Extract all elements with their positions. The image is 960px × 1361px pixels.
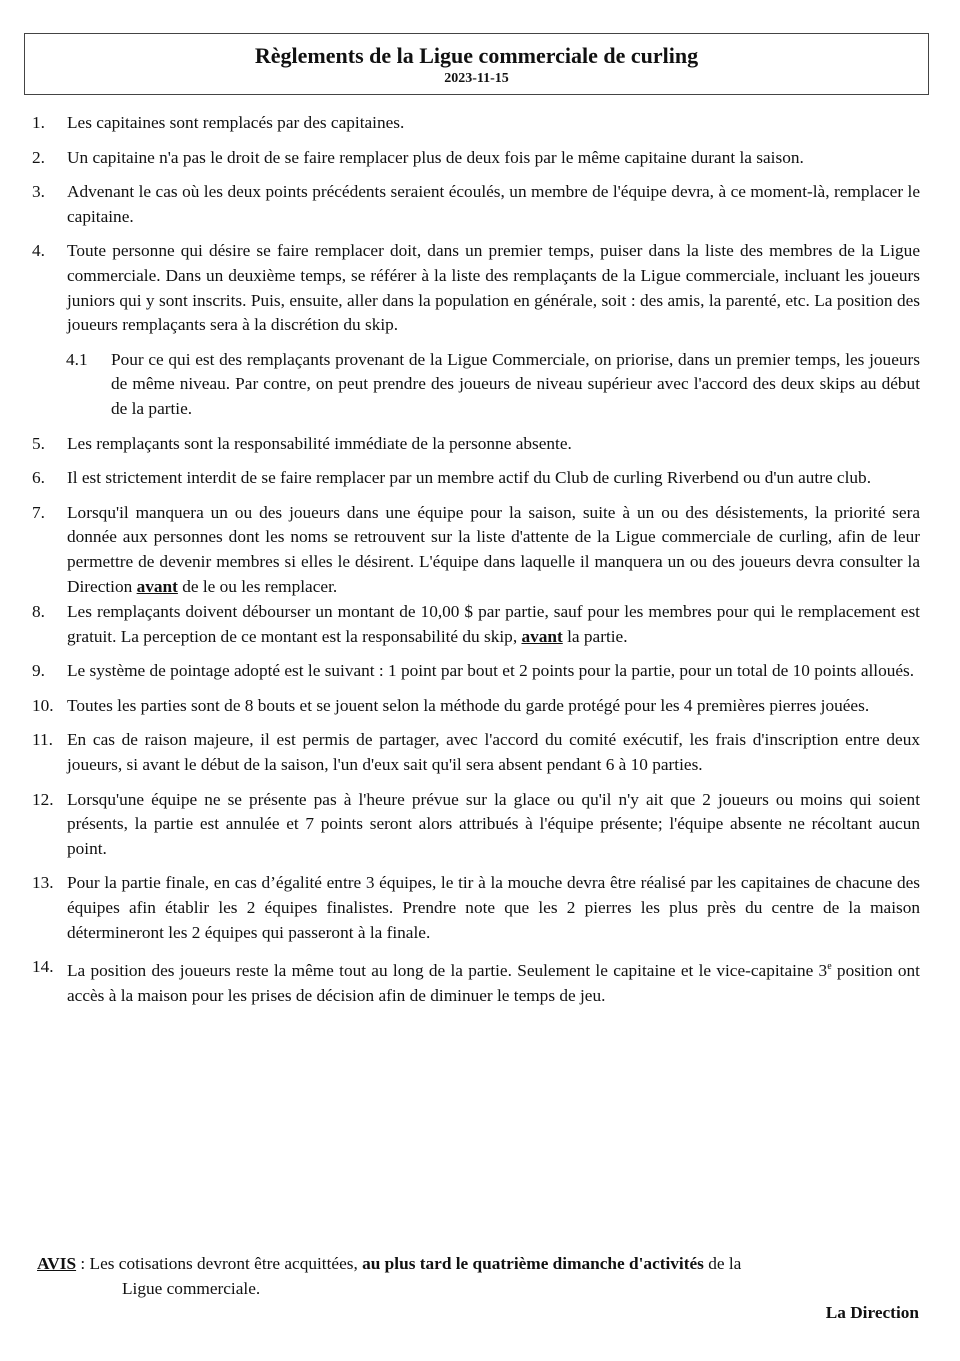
document-title: Règlements de la Ligue commerciale de curling xyxy=(254,43,699,68)
rule-number: 14. xyxy=(32,957,54,977)
emphasis-avant: avant xyxy=(136,576,178,596)
rule-item xyxy=(32,432,920,457)
document-date: 2023-11-15 xyxy=(444,71,509,86)
rule-number: 5. xyxy=(32,433,45,453)
rule-number: 7. xyxy=(32,502,45,522)
rule-number: 10. xyxy=(32,695,54,715)
rule-number: 2. xyxy=(32,147,45,167)
rule-text: Les capitaines sont remplacés par des capitaines. xyxy=(67,113,405,132)
rule-text: Les remplaçants doivent débourser un montant de 10,00 $ par partie, sauf pour les membres pour qui le remplacement est gratuit. La perception de ce montant est la responsabilité du skip, avant la partie. xyxy=(67,602,920,646)
rule-number: 4. xyxy=(32,241,45,261)
rule-text: Les remplaçants sont la responsabilité immédiate de la personne absente. xyxy=(67,433,572,453)
rules-list xyxy=(32,111,920,1018)
notice: AVIS : Les cotisations devront être acquittées, au plus tard le quatrième dimanche d'activités de la Ligue commerciale. xyxy=(37,1254,742,1298)
rule-item xyxy=(32,871,920,945)
rule-text: Pour la partie finale, en cas d’égalité entre 3 équipes, le tir à la mouche devra être réalisé par les capitaines de chacune des équipes afin établir les 2 équipes finalistes. Prendre note que les 2 pierres les plus près du centre de la maison détermineront les 2 équipes qui passeront à la finale. xyxy=(67,873,920,942)
rule-item xyxy=(32,600,920,649)
rule-item xyxy=(32,111,920,136)
subrule-item xyxy=(66,348,920,422)
rule-number: 13. xyxy=(32,873,54,893)
rule-item xyxy=(32,955,920,1008)
rule-item xyxy=(32,788,920,862)
subrule-number: 4.1 xyxy=(66,349,88,369)
document-header xyxy=(24,33,929,95)
notice-deadline: au plus tard le quatrième dimanche d'activités xyxy=(362,1254,704,1273)
rule-number: 9. xyxy=(32,661,45,681)
rule-text: Le système de pointage adopté est le suivant : 1 point par bout et 2 points pour la partie, pour un total de 10 points alloués. xyxy=(67,661,915,681)
notice-label: AVIS xyxy=(37,1254,77,1273)
rule-number: 6. xyxy=(32,468,45,488)
rule-item xyxy=(32,146,920,171)
rule-item xyxy=(32,466,920,491)
rule-text: La position des joueurs reste la même tout au long de la partie. Seulement le capitaine et le vice-capitaine 3e position ont accès à la maison pour les prises de décision afin de diminuer le temps de jeu. xyxy=(67,960,920,1005)
rule-number: 8. xyxy=(32,602,45,622)
rule-text: Un capitaine n'a pas le droit de se faire remplacer plus de deux fois par le même capitaine durant la saison. xyxy=(67,147,804,167)
rule-item xyxy=(32,694,920,719)
rule-text: Advenant le cas où les deux points précédents seraient écoulés, un membre de l'équipe devra, à ce moment-là, remplacer le capitaine. xyxy=(67,182,920,226)
rule-text: Toutes les parties sont de 8 bouts et se jouent selon la méthode du garde protégé pour les 4 premières pierres jouées. xyxy=(67,695,870,715)
rule-text: Lorsqu'il manquera un ou des joueurs dans une équipe pour la saison, suite à un ou des désistements, la priorité sera donnée aux personnes dont les noms se retrouvent sur la liste d'attente de la Ligue commerciale de curling, afin de leur permettre de devenir membres si elles le désirent. L'équipe dans laquelle il manquera un ou des joueurs devra consulter la Direction avant de le ou les remplacer. xyxy=(67,502,920,596)
signature: La Direction xyxy=(825,1303,919,1322)
rule-text: Il est strictement interdit de se faire remplacer par un membre actif du Club de curling Riverbend ou d'un autre club. xyxy=(67,468,872,488)
rule-text: Lorsqu'une équipe ne se présente pas à l'heure prévue sur la glace ou qu'il n'y ait que 2 joueurs ou moins qui soient présents, la partie est annulée et 7 points seront alors attribués à l'équipe présente; l'équipe absente ne récoltant aucun point. xyxy=(67,789,920,858)
rule-number: 3. xyxy=(32,182,45,202)
emphasis-avant: avant xyxy=(521,626,563,646)
rule-number: 1. xyxy=(32,113,45,132)
subrule-text: Pour ce qui est des remplaçants provenant de la Ligue Commerciale, on priorise, dans un premier temps, les joueurs de même niveau. Par contre, on peut prendre des joueurs de niveau supérieur avec l'accord des deux skips au début de la partie. xyxy=(111,349,920,418)
rule-item xyxy=(32,659,920,684)
rule-text: En cas de raison majeure, il est permis de partager, avec l'accord du comité exécutif, les frais d'inscription entre deux joueurs, si avant le début de la saison, l'un d'eux sait qu'il sera absent pendant 6 à 10 parties. xyxy=(67,730,920,775)
rule-item xyxy=(32,239,920,337)
rule-number: 12. xyxy=(32,789,54,809)
rule-text: Toute personne qui désire se faire remplacer doit, dans un premier temps, puiser dans la liste des membres de la Ligue commerciale. Dans un deuxième temps, se référer à la liste des remplaçants de la Ligue commerciale, incluant les joueurs juniors qui y sont inscrits. Puis, ensuite, aller dans la population en générale, soit : des amis, la parenté, etc. La position des joueurs remplaçants sera à la discrétion du skip. xyxy=(67,241,920,335)
rule-item xyxy=(32,501,920,599)
rule-number: 11. xyxy=(32,730,53,750)
rule-item xyxy=(32,728,920,777)
rule-item xyxy=(32,180,920,229)
